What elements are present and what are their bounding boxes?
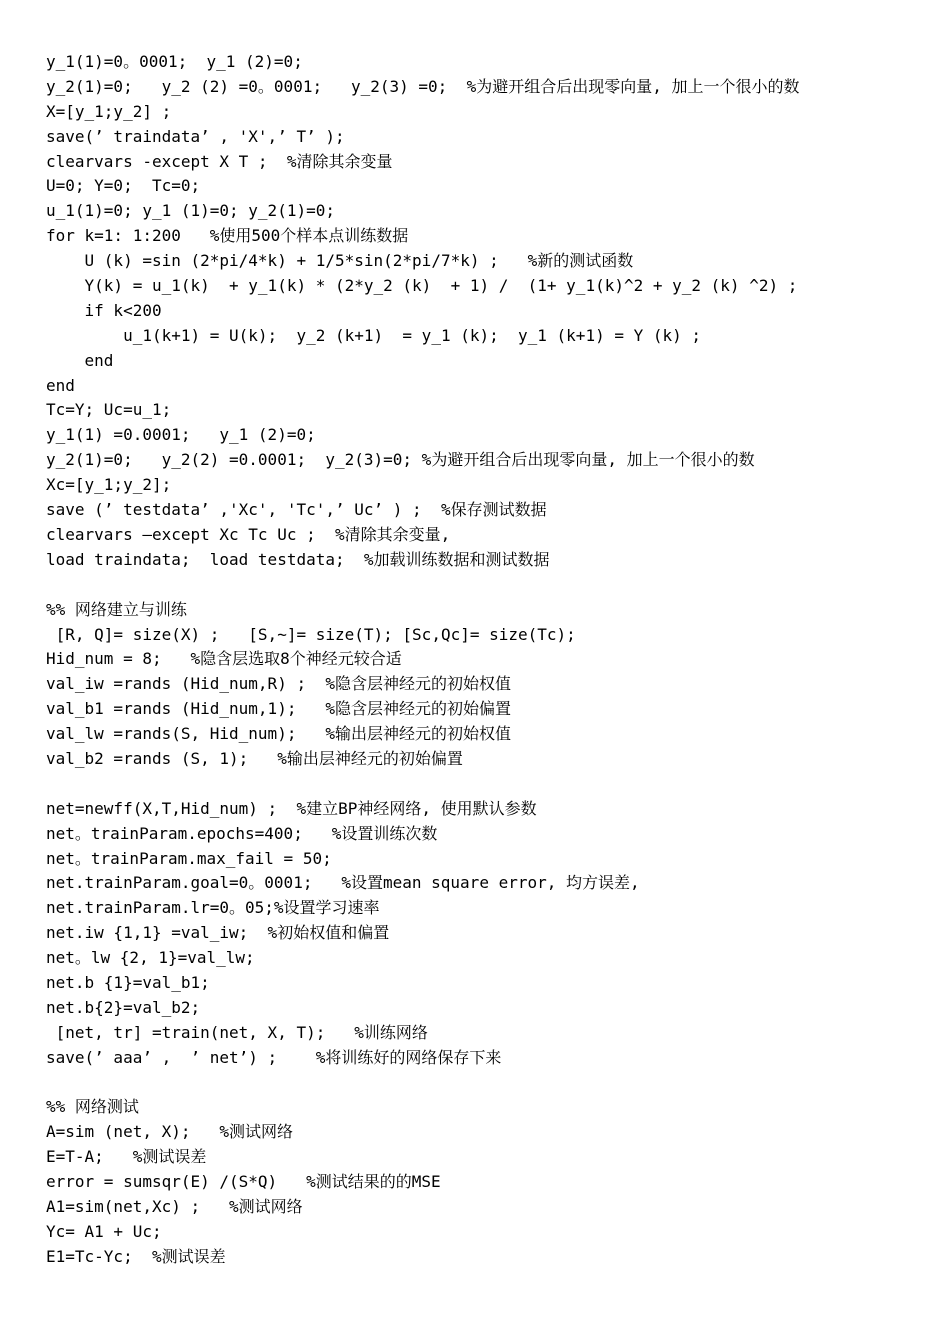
code-line: U=0; Y=0; Tc=0; <box>46 176 201 196</box>
code-line: X=[y_1;y_2] ; <box>46 101 172 121</box>
code-line: E1=Tc-Yc; %测试误差 <box>46 1246 226 1266</box>
code-line: y_1(1)=0。0001; y_1 (2)=0; <box>46 52 303 71</box>
code-line: val_lw =rands(S, Hid_num); %输出层神经元的初始权值 <box>46 724 511 744</box>
blank-line <box>46 573 910 598</box>
code-line: clearvars —except Xc Tc Uc ; %清除其余变量, <box>46 524 451 544</box>
code-line: save(’ aaa’ , ’ net’) ; %将训练好的网络保存下来 <box>46 1047 502 1067</box>
code-line: y_2(1)=0; y_2 (2) =0。0001; y_2(3) =0; %为避开组合后出现零向量, 加上一个很小的数 <box>46 76 800 96</box>
code-line: val_b1 =rands (Hid_num,1); %隐含层神经元的初始偏置 <box>46 699 511 719</box>
code-line: [R, Q]= size(X) ; [S,~]= size(T); [Sc,Qc]= size(Tc); <box>46 624 576 644</box>
code-line: end <box>46 375 75 395</box>
code-line: if k<200 <box>46 300 162 320</box>
code-line: Tc=Y; Uc=u_1; <box>46 400 172 420</box>
code-line: load traindata; load testdata; %加载训练数据和测试数据 <box>46 549 550 569</box>
code-line: u_1(1)=0; y_1 (1)=0; y_2(1)=0; <box>46 201 335 221</box>
code-line: u_1(k+1) = U(k); y_2 (k+1) = y_1 (k); y_1 (k+1) = Y (k) ; <box>46 325 702 345</box>
code-line: clearvars -except X T ; %清除其余变量 <box>46 151 393 171</box>
code-line: net=newff(X,T,Hid_num) ; %建立BP神经网络, 使用默认参数 <box>46 798 537 818</box>
blank-line <box>46 1071 910 1096</box>
blank-line <box>46 772 910 797</box>
code-line: %% 网络测试 <box>46 1097 139 1117</box>
code-line: net。trainParam.epochs=400; %设置训练次数 <box>46 823 438 843</box>
code-line: A=sim (net, X); %测试网络 <box>46 1122 294 1142</box>
code-line: Xc=[y_1;y_2]; <box>46 475 172 495</box>
code-line: for k=1: 1:200 %使用500个样本点训练数据 <box>46 226 409 246</box>
code-line: y_2(1)=0; y_2(2) =0.0001; y_2(3)=0; %为避开组合后出现零向量, 加上一个很小的数 <box>46 450 755 470</box>
code-line: end <box>46 350 114 370</box>
code-line: net.trainParam.goal=0。0001; %设置mean square error, 均方误差, <box>46 873 640 893</box>
code-line: net.trainParam.lr=0。05;%设置学习速率 <box>46 898 380 918</box>
code-line: val_b2 =rands (S, 1); %输出层神经元的初始偏置 <box>46 748 463 768</box>
code-line: E=T-A; %测试误差 <box>46 1147 207 1167</box>
code-line: net.iw {1,1} =val_iw; %初始权值和偏置 <box>46 923 390 943</box>
code-line: U (k) =sin (2*pi/4*k) + 1/5*sin(2*pi/7*k) ; %新的测试函数 <box>46 251 634 271</box>
code-line: save (’ testdata’ ,'Xc', 'Tc',’ Uc’ ) ; %保存测试数据 <box>46 500 547 520</box>
code-line: Hid_num = 8; %隐含层选取8个神经元较合适 <box>46 649 402 669</box>
code-line: net。lw {2, 1}=val_lw; <box>46 948 255 968</box>
matlab-code-listing <box>46 50 910 1270</box>
code-line: net.b{2}=val_b2; <box>46 997 201 1017</box>
code-line: %% 网络建立与训练 <box>46 599 187 619</box>
code-line: [net, tr] =train(net, X, T); %训练网络 <box>46 1022 428 1042</box>
code-line: error = sumsqr(E) /(S*Q) %测试结果的的MSE <box>46 1172 441 1192</box>
code-line: Y(k) = u_1(k) + y_1(k) * (2*y_2 (k) + 1) / (1+ y_1(k)^2 + y_2 (k) ^2) ; <box>46 276 798 296</box>
code-line: val_iw =rands (Hid_num,R) ; %隐含层神经元的初始权值 <box>46 674 511 694</box>
code-line: A1=sim(net,Xc) ; %测试网络 <box>46 1196 303 1216</box>
code-line: save(’ traindata’ , 'X',’ T’ ); <box>46 126 345 146</box>
code-line: y_1(1) =0.0001; y_1 (2)=0; <box>46 425 316 445</box>
code-line: net。trainParam.max_fail = 50; <box>46 848 332 868</box>
code-line: Yc= A1 + Uc; <box>46 1221 162 1241</box>
code-line: net.b {1}=val_b1; <box>46 972 210 992</box>
